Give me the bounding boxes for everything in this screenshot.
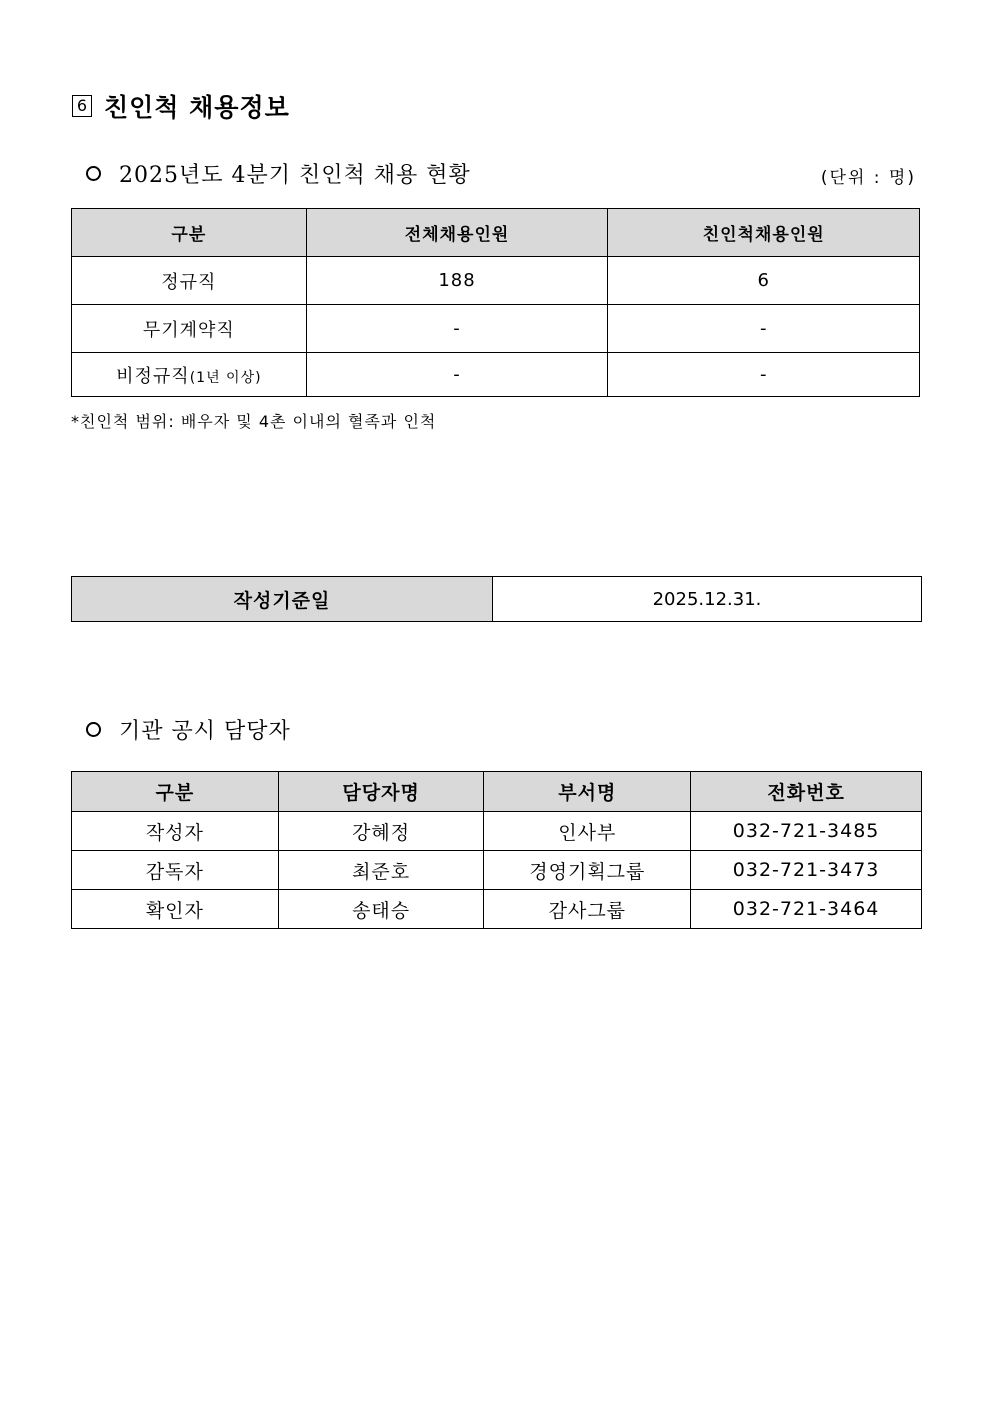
header-role: 구분	[72, 772, 279, 812]
table-header-row	[72, 772, 922, 812]
circle-bullet-icon	[86, 166, 101, 181]
header-relatives-hired: 친인척채용인원	[608, 209, 920, 257]
table-row	[72, 353, 920, 397]
reference-date-label: 작성기준일	[72, 577, 493, 622]
total-hired-value: 188	[306, 257, 608, 305]
table-header-row	[72, 209, 920, 257]
section-number: 6	[72, 95, 92, 117]
relatives-scope-note: *친인척 범위: 배우자 및 4촌 이내의 혈족과 인척	[71, 412, 437, 431]
relatives-hired-value: -	[608, 353, 920, 397]
relatives-hired-value: -	[608, 305, 920, 353]
contact-role: 확인자	[72, 890, 279, 929]
contact-phone: 032-721-3464	[691, 890, 922, 929]
status-subtitle: 2025년도 4분기 친인척 채용 현황	[119, 163, 471, 188]
header-name: 담당자명	[278, 772, 484, 812]
reference-date-table	[71, 576, 922, 622]
section-title: 친인척 채용정보	[104, 93, 290, 122]
contact-department: 인사부	[484, 812, 691, 851]
circle-bullet-icon	[86, 722, 101, 737]
status-subtitle-line	[86, 158, 471, 189]
table-row	[72, 890, 922, 929]
unit-label: (단위 : 명)	[820, 168, 916, 188]
table-row	[72, 305, 920, 353]
row-label: 무기계약직	[72, 305, 307, 353]
relatives-hired-value: 6	[608, 257, 920, 305]
contact-department: 감사그룹	[484, 890, 691, 929]
total-hired-value: -	[306, 305, 608, 353]
contact-phone: 032-721-3485	[691, 812, 922, 851]
contacts-table	[71, 771, 922, 929]
row-label: 비정규직(1년 이상)	[72, 353, 307, 397]
contact-role: 작성자	[72, 812, 279, 851]
row-label-suffix: (1년 이상)	[189, 369, 262, 386]
contact-name: 강혜정	[278, 812, 484, 851]
table-row	[72, 257, 920, 305]
row-label: 정규직	[72, 257, 307, 305]
contact-name: 최준호	[278, 851, 484, 890]
reference-date-value: 2025.12.31.	[493, 577, 922, 622]
total-hired-value: -	[306, 353, 608, 397]
contact-department: 경영기획그룹	[484, 851, 691, 890]
contact-role: 감독자	[72, 851, 279, 890]
header-department: 부서명	[484, 772, 691, 812]
contacts-subtitle: 기관 공시 담당자	[119, 719, 291, 744]
contact-name: 송태승	[278, 890, 484, 929]
hiring-status-table	[71, 208, 920, 397]
header-total-hired: 전체채용인원	[306, 209, 608, 257]
table-row	[72, 851, 922, 890]
header-phone: 전화번호	[691, 772, 922, 812]
section-heading	[72, 88, 290, 124]
table-row	[72, 812, 922, 851]
header-category: 구분	[72, 209, 307, 257]
contacts-subtitle-line	[86, 714, 291, 745]
contact-phone: 032-721-3473	[691, 851, 922, 890]
